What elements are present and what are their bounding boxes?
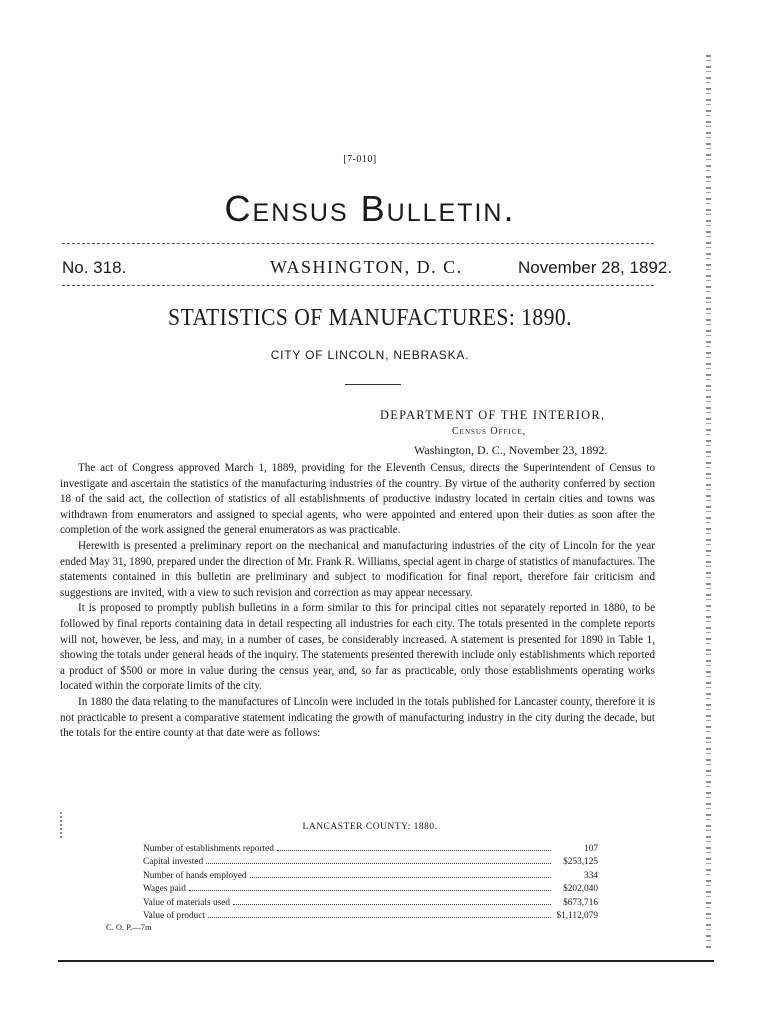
row-label: Value of materials used [143, 897, 230, 908]
bulletin-body [60, 461, 655, 742]
office-name: Census Office, [452, 426, 527, 437]
row-label: Number of hands employed [143, 870, 247, 881]
row-value: $673,716 [563, 897, 598, 908]
scan-margin-mark [60, 812, 62, 840]
paragraph-4: In 1880 the data relating to the manufactures of Lincoln were included in the totals published for Lancaster county, therefore it is not practicable to present a comparative statement indicating the growth of manufacturing industry in the city during the decade, but the totals for the entire county at that date were as follows: [60, 695, 655, 740]
bulletin-place: WASHINGTON, D. C. [270, 257, 463, 277]
table-row [143, 909, 598, 922]
table-row [143, 855, 598, 868]
header-rule-top [62, 243, 654, 244]
subject-title: STATISTICS OF MANUFACTURES: 1890. [168, 305, 572, 331]
department-name: DEPARTMENT OF THE INTERIOR, [380, 408, 606, 422]
row-value: $202,040 [563, 884, 598, 895]
bulletin-title: Census Bulletin. [224, 188, 516, 229]
leader-dots [250, 869, 551, 878]
statistics-table [143, 842, 598, 922]
footer-code: C. O. P.—7m [106, 922, 152, 932]
leader-dots [277, 842, 551, 851]
table-row [143, 842, 598, 855]
subject-city: CITY OF LINCOLN, NEBRASKA. [270, 348, 470, 362]
page-bottom-rule [58, 960, 714, 962]
row-label: Capital invested [143, 857, 204, 868]
row-value: 107 [584, 844, 598, 854]
leader-dots [206, 855, 551, 864]
header-rule-bottom [62, 285, 654, 286]
table-title: LANCASTER COUNTY: 1880. [302, 822, 438, 832]
bulletin-serial: [7-010] [343, 154, 377, 165]
row-label: Wages paid [143, 884, 186, 895]
leader-dots [189, 882, 551, 891]
leader-dots [208, 909, 551, 918]
letter-dateline: Washington, D. C., November 23, 1892. [414, 443, 608, 457]
section-divider [345, 384, 401, 385]
row-value: 334 [584, 870, 598, 881]
row-label: Number of establishments reported [143, 844, 274, 854]
row-value: $1,112,079 [556, 911, 598, 922]
bulletin-date: November 28, 1892. [518, 258, 673, 277]
row-value: $253,125 [563, 857, 598, 868]
bulletin-number: No. 318. [62, 258, 127, 277]
table-row [143, 869, 598, 882]
table-row [143, 896, 598, 909]
leader-dots [233, 896, 551, 905]
paragraph-1: The act of Congress approved March 1, 1889, providing for the Eleventh Census, directs the Superintendent of Census to investigate and ascertain the statistics of the manufacturing industries of the country. By virtue of the authority conferred by section 18 of the said act, the collection of statistics of all establishments of productive industry located in certain cities and towns was withdrawn from enumerators and assigned to special agents, who were appointed and entered upon their duties as soon after the completion of the work assigned the general enumerators as was practicable. [60, 462, 655, 537]
paragraph-2: Herewith is presented a preliminary report on the mechanical and manufacturing industries of the city of Lincoln for the year ended May 31, 1890, prepared under the direction of Mr. Frank R. Williams, special agent in charge of statistics of manufactures. The statements contained in this bulletin are preliminary and subject to modification for final report, therefore fair criticism and suggestions are invited, with a view to such revision and correction as may appear necessary. [60, 539, 655, 599]
paragraph-3: It is proposed to promptly publish bulletins in a form similar to this for principal cities not separately reported in 1880, to be followed by final reports containing data in detail respecting all industries for each city. The totals presented in the complete reports will not, however, be less, and may, in a number of cases, be considerably increased. A statement is presented for 1890 in Table 1, showing the totals under general heads of the inquiry. The statements presented therewith include only establishments which reported a product of $500 or more in value during the census year, and, so far as practicable, only those establishments operating works located within the corporate limits of the city. [60, 602, 655, 693]
scan-edge-artifact [706, 55, 711, 950]
row-label: Value of product [143, 911, 205, 922]
table-row [143, 882, 598, 895]
